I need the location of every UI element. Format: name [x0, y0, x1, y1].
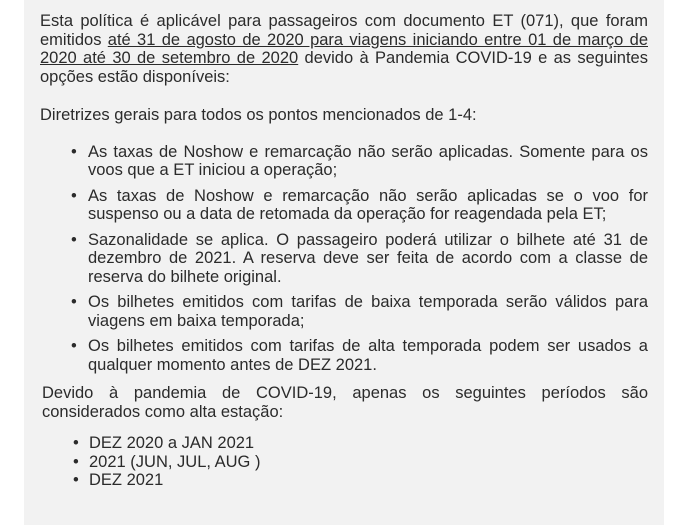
intro-text-after: devido à Pandemia COVID-19 e as seguintes opções estão disponíveis:: [40, 49, 648, 86]
period-item-3: • DEZ 2021: [73, 471, 648, 490]
intro-date-range: até 31 de agosto de 2020 para viagens iniciando entre 01 de março de 2020 até 30 de setembro de 2020: [40, 30, 648, 67]
rules-list: [40, 143, 648, 375]
guidelines-heading: Diretrizes gerais para todos os pontos mencionados de 1-4:: [40, 106, 477, 124]
period-item-2: • 2021 (JUN, JUL, AUG ): [73, 453, 648, 472]
rule-item-2: • As taxas de Noshow e remarcação não serão aplicadas se o voo for suspenso ou a data de retomada da operação for reagendada pela ET;: [71, 187, 648, 224]
pandemic-note: Devido à pandemia de COVID-19, apenas os seguintes períodos são considerados como alta estação:: [42, 384, 648, 421]
rule-item-3: • Sazonalidade se aplica. O passageiro poderá utilizar o bilhete até 31 de dezembro de 2021. A reserva deve ser feita de acordo com a classe de reserva do bilhete original.: [71, 231, 648, 287]
intro-text-before: Esta política é aplicável para passageiros com documento ET (071), que foram emitidos: [40, 12, 648, 49]
policy-panel: [24, 0, 664, 525]
period-item-1: • DEZ 2020 a JAN 2021: [73, 434, 648, 453]
high-season-list: [40, 434, 648, 490]
intro-paragraph: [40, 12, 648, 86]
rule-item-4: • Os bilhetes emitidos com tarifas de baixa temporada serão válidos para viagens em baixa temporada;: [71, 293, 648, 330]
rule-item-5: • Os bilhetes emitidos com tarifas de alta temporada podem ser usados a qualquer momento antes de DEZ 2021.: [71, 337, 648, 374]
rule-item-1: • As taxas de Noshow e remarcação não serão aplicadas. Somente para os voos que a ET iniciou a operação;: [71, 143, 648, 180]
